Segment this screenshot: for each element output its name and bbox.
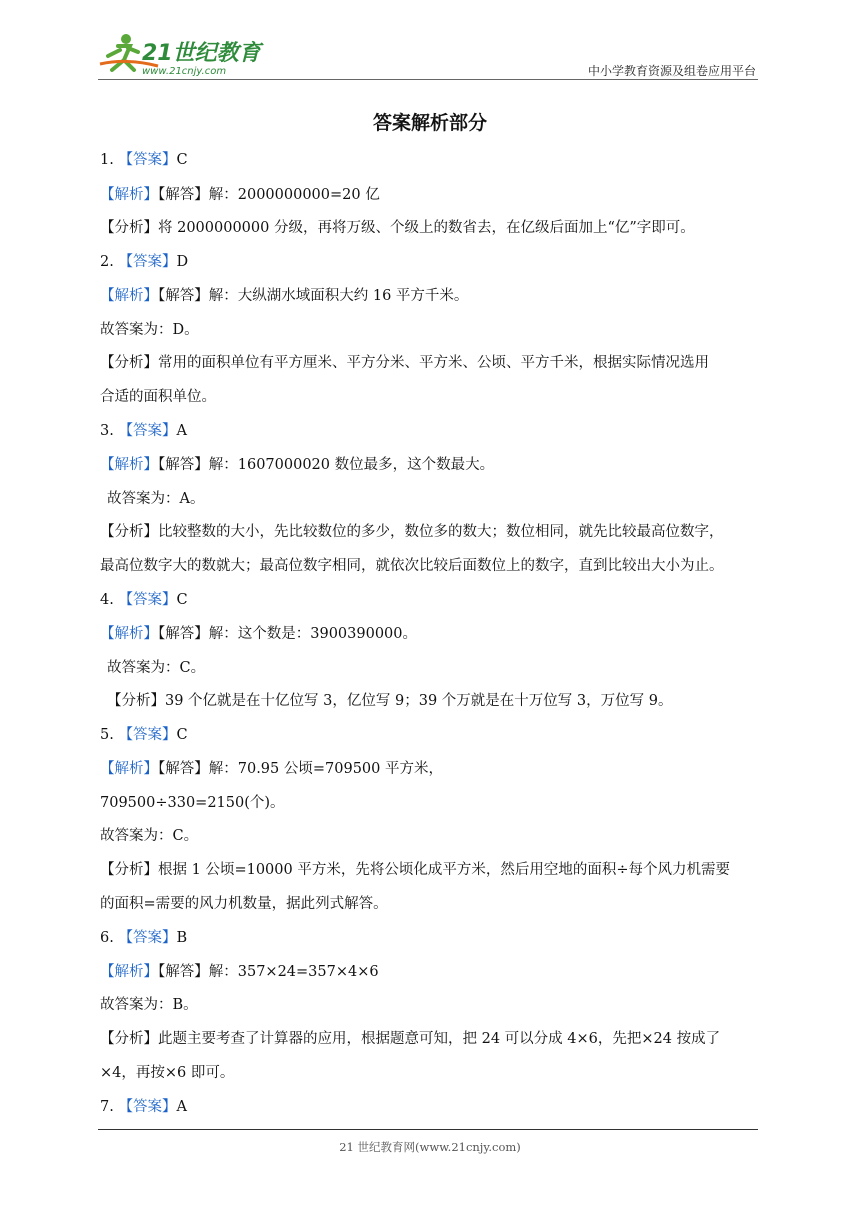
answer-line [100,421,187,441]
answer-line [100,455,494,475]
answer-line [100,725,188,745]
header-divider [98,79,758,80]
answer-line [100,793,285,813]
answer-line [100,826,198,846]
answer-line [107,658,205,678]
line-text: A [176,1099,187,1115]
answer-line [100,353,709,373]
line-text: 【分析】根据 1 公顷=10000 平方米，先将公顷化成平方米，然后用空地的面积÷每个风力机需要 [100,862,730,878]
answer-line [100,894,388,914]
line-text: 故答案为：C。 [107,660,206,676]
answer-line [100,522,724,542]
answer-line [100,1063,234,1083]
section-tag: 【答案】 [118,1099,177,1115]
question-number: 1. [100,152,119,168]
line-text: D [176,254,189,270]
line-text: 故答案为：D。 [100,322,199,338]
answer-line [100,759,443,779]
line-text: 【分析】常用的面积单位有平方厘米、平方分米、平方米、公顷、平方千米，根据实际情况选用 [100,355,709,371]
question-number: 2. [100,254,119,270]
answer-line [100,1097,187,1117]
line-text: 【解答】解：大纵湖水域面积大约 16 平方千米。 [158,288,469,304]
answer-line [100,320,199,340]
line-text: C [176,727,188,743]
section-tag: 【解析】 [100,761,158,777]
line-text: C [176,152,188,168]
answer-line [100,150,188,170]
21cnjy-logo [98,30,268,78]
answer-line [100,185,380,205]
line-text: 故答案为：C。 [100,828,199,844]
answer-line [107,489,204,509]
answer-line [100,218,695,238]
line-text: B [176,930,188,946]
answer-line [100,286,468,306]
line-text: ×4，再按×6 即可。 [100,1065,235,1081]
section-tag: 【解析】 [100,288,158,304]
question-number: 3. [100,423,119,439]
answer-line [100,1029,720,1049]
platform-name: 中小学教育资源及组卷应用平台 [587,64,756,78]
answer-line [107,691,672,711]
question-number: 6. [100,930,119,946]
section-tag: 【答案】 [118,152,177,168]
answer-line [100,860,730,880]
answer-line [100,387,216,407]
section-tag: 【解析】 [100,964,158,980]
question-number: 5. [100,727,119,743]
section-tag: 【解析】 [100,187,158,203]
page-footer: 21 世纪教育网(www.21cnjy.com) [339,1140,521,1154]
line-text: 故答案为：B。 [100,997,198,1013]
line-text: 最高位数字大的数就大；最高位数字相同，就依次比较后面数位上的数字，直到比较出大小为止。 [100,558,724,574]
line-text: 故答案为：A。 [107,491,205,507]
section-tag: 【答案】 [118,727,177,743]
answer-line [100,252,188,272]
line-text: 【分析】39 个亿就是在十亿位写 3，亿位写 9；39 个万就是在十万位写 3，万位写 9。 [107,693,673,709]
line-text: 【分析】比较整数的大小，先比较数位的多少，数位多的数大；数位相同，就先比较最高位数字， [100,524,724,540]
line-text: 【解答】解：这个数是：3900390000。 [158,626,418,642]
footer-divider [98,1129,758,1130]
line-text: 【解答】解：2000000000=20 亿 [158,187,380,203]
line-text: 合适的面积单位。 [100,389,216,405]
section-tag: 【答案】 [118,592,177,608]
line-text: A [176,423,187,439]
question-number: 4. [100,592,119,608]
section-tag: 【答案】 [118,930,177,946]
answer-line [100,995,198,1015]
section-tag: 【答案】 [118,423,177,439]
svg-text:www.21cnjy.com: www.21cnjy.com [142,66,227,77]
section-tag: 【解析】 [100,457,158,473]
line-text: 709500÷330=2150(个)。 [100,795,285,811]
line-text: C [176,592,188,608]
answer-line [100,962,379,982]
page-header [98,30,758,80]
section-tag: 【答案】 [118,254,177,270]
line-text: 的面积=需要的风力机数量，据此列式解答。 [100,896,388,912]
line-text: 【解答】解：1607000020 数位最多，这个数最大。 [158,457,495,473]
svg-text:21世纪教育: 21世纪教育 [142,41,261,66]
answer-line [100,556,724,576]
line-text: 【解答】解：357×24=357×4×6 [158,964,379,980]
line-text: 【分析】此题主要考查了计算器的应用，根据题意可知，把 24 可以分成 4×6，先把×24 按成了 [100,1031,721,1047]
line-text: 【解答】解：70.95 公顷=709500 平方米， [158,761,443,777]
question-number: 7. [100,1099,119,1115]
page-title: 答案解析部分 [372,112,487,134]
line-text: 【分析】将 2000000000 分级，再将万级、个级上的数省去，在亿级后面加上“亿”字即可。 [100,220,695,236]
answer-line [100,624,417,644]
answer-line [100,928,187,948]
section-tag: 【解析】 [100,626,158,642]
answer-line [100,590,188,610]
